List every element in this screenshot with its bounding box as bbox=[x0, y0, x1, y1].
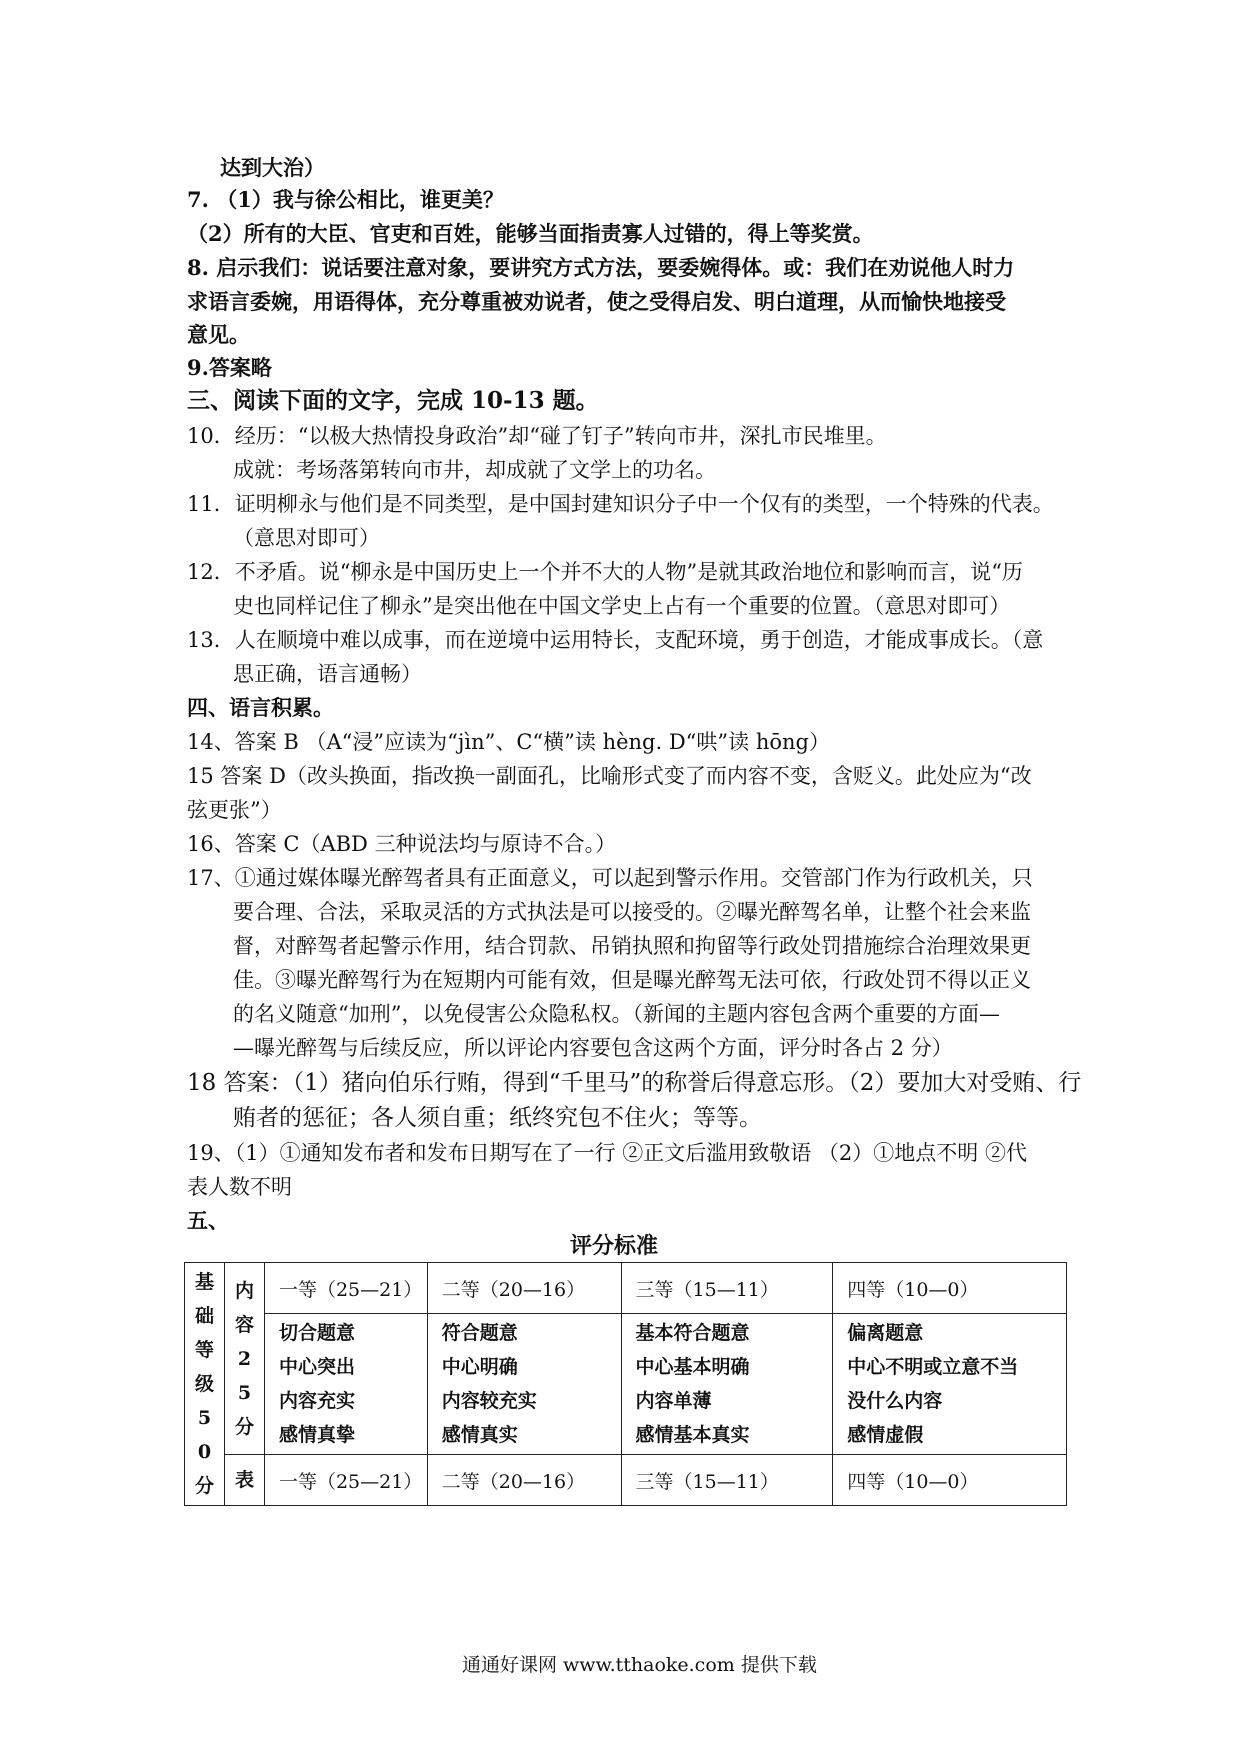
answer-17-line2: 要合理、合法，采取灵活的方式执法是可以接受的。②曝光醉驾名单，让整个社会来监 bbox=[233, 900, 1031, 924]
content-label bbox=[224, 1263, 264, 1455]
criterion: 中心明确 bbox=[441, 1356, 518, 1378]
answer-7-part1: 7. （1）我与徐公相比，谁更美？ bbox=[187, 187, 504, 212]
criterion: 感情真实 bbox=[441, 1424, 518, 1446]
level-label bbox=[185, 1263, 225, 1506]
criterion: 内容单薄 bbox=[635, 1390, 712, 1412]
answer-10-line1: 10．经历：“以极大热情投身政治”却“碰了钉子”转向市井，深扎市民堆里。 bbox=[187, 424, 887, 448]
answer-18-line2: 贿者的惩征；各人须自重；纸终究包不住火；等等。 bbox=[233, 1105, 762, 1131]
criterion: 中心不明或立意不当 bbox=[847, 1356, 1019, 1378]
criteria-grade-4 bbox=[833, 1314, 1067, 1455]
expression-grade-1: 一等（25—21） bbox=[264, 1455, 427, 1506]
answer-17-line3: 督，对醉驾者起警示作用，结合罚款、吊销执照和拘留等行政处罚措施综合治理效果更 bbox=[233, 934, 1031, 958]
content-grade-1: 一等（25—21） bbox=[264, 1263, 427, 1314]
answer-15-line1: 15 答案 D（改头换面，指改换一副面孔，比喻形式变了而内容不变，含贬义。此处应为“改 bbox=[187, 764, 1032, 788]
answer-12-line2: 史也同样记住了柳永”是突出他在中国文学史上占有一个重要的位置。（意思对即可） bbox=[233, 594, 1011, 618]
criteria-grade-2 bbox=[427, 1314, 621, 1455]
answer-7-part2: （2）所有的大臣、官吏和百姓，能够当面指责寡人过错的，得上等奖赏。 bbox=[187, 221, 874, 246]
answer-10-line2: 成就：考场落第转向市井，却成就了文学上的功名。 bbox=[233, 458, 716, 482]
answer-15-line2: 弦更张”） bbox=[187, 798, 282, 822]
answer-16: 16、答案 C（ABD 三种说法均与原诗不合。） bbox=[187, 832, 617, 856]
expression-grade-4: 四等（10—0） bbox=[833, 1455, 1067, 1506]
section-4-heading: 四、语言积累。 bbox=[187, 695, 334, 720]
criterion: 感情虚假 bbox=[847, 1424, 924, 1446]
criteria-grade-1 bbox=[264, 1314, 427, 1455]
footer-source: 通通好课网 www.tthaoke.com 提供下载 bbox=[462, 1654, 817, 1676]
answer-19-line1: 19、（1）①通知发布者和发布日期写在了一行 ②正文后滥用致敬语 （2）①地点不明 ②代 bbox=[187, 1141, 1027, 1165]
answer-19-line2: 表人数不明 bbox=[187, 1175, 292, 1199]
answer-8-line3: 意见。 bbox=[187, 322, 250, 347]
answer-17-line1: 17、①通过媒体曝光醉驾者具有正面意义，可以起到警示作用。交管部门作为行政机关，只 bbox=[187, 866, 1033, 890]
content-grade-3: 三等（15—11） bbox=[621, 1263, 833, 1314]
criterion: 感情基本真实 bbox=[635, 1424, 750, 1446]
level-label-text: 基础等级50分 bbox=[194, 1271, 214, 1497]
criterion: 中心基本明确 bbox=[635, 1356, 750, 1378]
section-3-heading: 三、阅读下面的文字，完成 10-13 题。 bbox=[187, 387, 599, 414]
expression-label: 表 bbox=[224, 1455, 264, 1506]
answer-13-line2: 思正确，语言通畅） bbox=[233, 662, 422, 686]
criterion: 基本符合题意 bbox=[635, 1322, 750, 1344]
answer-11-line2: （意思对即可） bbox=[233, 526, 380, 550]
answer-17-line6: —曝光醉驾与后续反应，所以评论内容要包含这两个方面，评分时各占 2 分） bbox=[233, 1036, 953, 1060]
criterion: 没什么内容 bbox=[847, 1390, 943, 1412]
criteria-grade-3 bbox=[621, 1314, 833, 1455]
criterion: 内容较充实 bbox=[441, 1390, 537, 1412]
content-grade-4: 四等（10—0） bbox=[833, 1263, 1067, 1314]
answer-8-line2: 求语言委婉，用语得体，充分尊重被劝说者，使之受得启发、明白道理，从而愉快地接受 bbox=[187, 289, 1006, 314]
answer-17-line4: 佳。③曝光醉驾行为在短期内可能有效，但是曝光醉驾无法可依，行政处罚不得以正义 bbox=[233, 968, 1031, 992]
answer-line: 达到大治） bbox=[220, 155, 325, 180]
expression-grade-3: 三等（15—11） bbox=[621, 1455, 833, 1506]
criterion: 符合题意 bbox=[441, 1322, 518, 1344]
criterion: 内容充实 bbox=[278, 1390, 355, 1412]
answer-9: 9.答案略 bbox=[187, 355, 272, 380]
answer-17-line5: 的名义随意“加刑”，以免侵害公众隐私权。（新闻的主题内容包含两个重要的方面— bbox=[233, 1002, 1000, 1026]
rubric-title: 评分标准 bbox=[570, 1233, 659, 1259]
section-5-heading: 五、 bbox=[187, 1208, 229, 1233]
answer-11-line1: 11．证明柳永与他们是不同类型，是中国封建知识分子中一个仅有的类型，一个特殊的代表。 bbox=[187, 492, 1054, 516]
content-grade-2: 二等（20—16） bbox=[427, 1263, 621, 1314]
criterion: 感情真挚 bbox=[278, 1424, 355, 1446]
scoring-rubric-table bbox=[184, 1262, 1067, 1506]
answer-13-line1: 13．人在顺境中难以成事，而在逆境中运用特长，支配环境，勇于创造，才能成事成长。（意 bbox=[187, 628, 1044, 652]
expression-grade-2: 二等（20—16） bbox=[427, 1455, 621, 1506]
criterion: 切合题意 bbox=[278, 1322, 355, 1344]
answer-14: 14、答案 B （A“浸”应读为“jìn”、C“横”读 hèng. D“哄”读 hōng） bbox=[187, 730, 830, 754]
content-label-text: 内容25分 bbox=[234, 1279, 254, 1438]
answer-8-line1: 8. 启示我们：说话要注意对象，要讲究方式方法，要委婉得体。或：我们在劝说他人时力 bbox=[187, 255, 1015, 280]
criterion: 中心突出 bbox=[278, 1356, 355, 1378]
answer-12-line1: 12．不矛盾。说“柳永是中国历史上一个并不大的人物”是就其政治地位和影响而言，说“历 bbox=[187, 560, 1023, 584]
criterion: 偏离题意 bbox=[847, 1322, 924, 1344]
answer-18-line1: 18 答案：（1）猪向伯乐行贿，得到“千里马”的称誉后得意忘形。（2）要加大对受贿、行 bbox=[187, 1070, 1082, 1096]
